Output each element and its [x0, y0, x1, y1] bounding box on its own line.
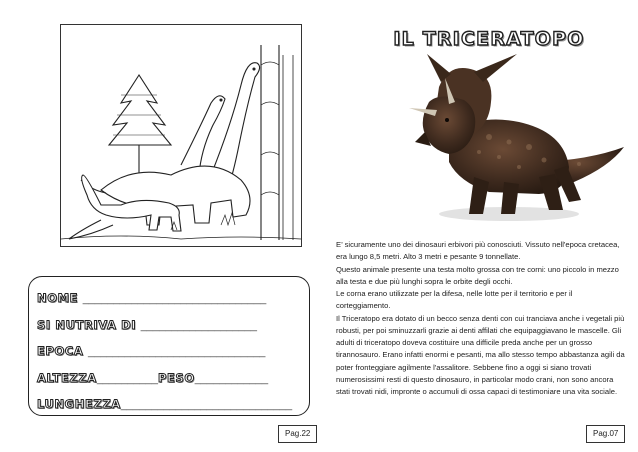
paragraph: Questo animale presente una testa molto grossa con tre corni: uno piccolo in mezzo alla testa e due più lunghi sopra le orbite degli occhi.	[336, 264, 619, 286]
right-page	[319, 0, 638, 452]
field-label: NOME	[37, 291, 79, 305]
field-nome	[37, 285, 303, 312]
field-blank: ______________________________	[82, 293, 267, 305]
field-lunghezza	[37, 391, 303, 418]
field-blank: _____________________________	[88, 346, 266, 358]
paragraph: E’ sicuramente uno dei dinosauri erbivori più conosciuti. Vissuto nell'epoca cretacea, era lungo 8,5 metri. Alto 3 metri e pesante 9 tonnellate.	[336, 240, 620, 262]
description-text	[336, 239, 626, 398]
field-blank: ___________________	[140, 319, 258, 332]
field-altezza-peso	[37, 365, 303, 392]
field-epoca	[37, 338, 303, 365]
paragraph: Le corna erano utilizzate per la difesa, nelle lotte per il territorio e per il corteggiamento.	[336, 289, 573, 311]
page-title: IL TRICERATOPO	[393, 28, 585, 50]
field-label: SI NUTRIVA DI	[37, 317, 137, 332]
paragraph: Il Triceratopo era dotato di un becco senza denti con cui tranciava anche i vegetali più robusti, per poi sminuzzarli grazie ai denti affilati che equipaggiavano le mascelle. Gli adulti di triceratopo doveva costituire una difficile preda anche per un grosso tirannosauro. Erano infatti enormi e pesanti, ma allo stesso tempo abbastanza agili da poter fronteggiare agilmente l'assalitore. Sebbene fino a oggi si siano trovati numerosissimi resti di questo dinosauro, in particolar modo crani, non sono ancora stati trovati nidi, impronte o accumuli di ossa capaci di testimoniare una vita sociale.	[336, 313, 625, 396]
field-si-nutriva-di	[37, 312, 303, 339]
field-blank: __________	[96, 372, 158, 385]
field-label: LUNGHEZZA	[37, 397, 121, 411]
triceratops-photo	[379, 42, 638, 232]
page-number-right: Pag.07	[586, 425, 625, 443]
sauropods-line-art	[61, 25, 301, 246]
info-card	[28, 276, 310, 416]
field-blank: ____________	[194, 372, 269, 385]
field-blank: ____________________________	[120, 399, 293, 411]
field-label: ALTEZZA	[37, 370, 97, 385]
field-label-peso: PESO	[158, 370, 195, 385]
dinosaur-coloring-drawing	[60, 24, 302, 247]
page-number-left: Pag.22	[278, 425, 317, 443]
field-label: EPOCA	[37, 344, 84, 358]
